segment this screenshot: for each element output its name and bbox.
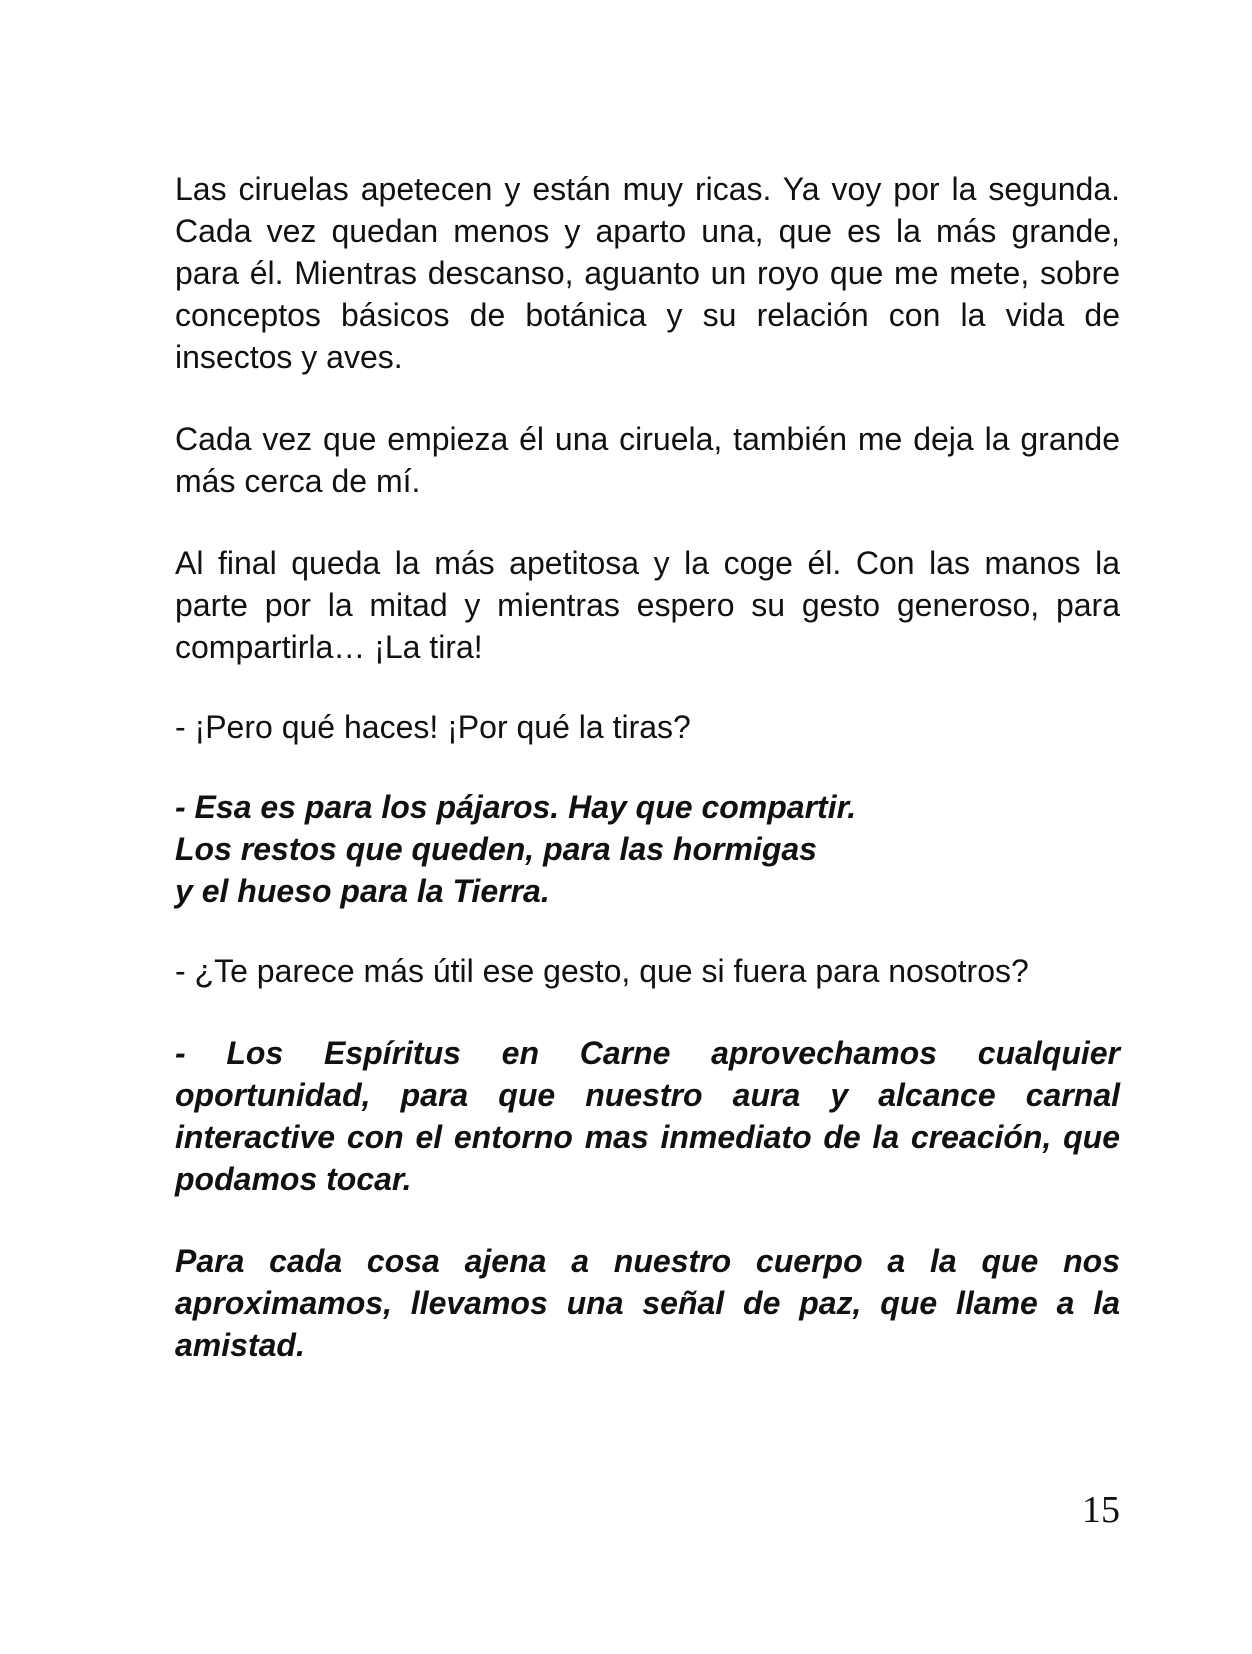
dialogue-answer-line: Los restos que queden, para las hormigas <box>175 831 817 867</box>
dialogue-answer-spirits: - Los Espíritus en Carne aprovechamos cualquier oportunidad, para que nuestro aura y alcance carnal interactive con el entorno mas inmediato de la creación, que podamos tocar. <box>175 1035 1120 1197</box>
dialogue-answer-line: - Esa es para los pájaros. Hay que compartir. <box>175 789 857 825</box>
dialogue-answer-line: y el hueso para la Tierra. <box>175 873 550 909</box>
paragraph-big-plum: Cada vez que empieza él una ciruela, también me deja la grande más cerca de mí. <box>175 421 1120 499</box>
paragraph-last-plum: Al final queda la más apetitosa y la coge él. Con las manos la parte por la mitad y mientras espero su gesto generoso, para compartirla… ¡La tira! <box>175 545 1120 665</box>
dialogue-question-useful-gesture: - ¿Te parece más útil ese gesto, que si fuera para nosotros? <box>175 953 1029 989</box>
page-number: 15 <box>1082 1489 1120 1531</box>
dialogue-question-why-throw: - ¡Pero qué haces! ¡Por qué la tiras? <box>175 709 691 745</box>
page-body <box>175 168 1120 1366</box>
dialogue-answer-peace-sign: Para cada cosa ajena a nuestro cuerpo a la que nos aproximamos, llevamos una señal de paz, que llame a la amistad. <box>175 1243 1120 1363</box>
dialogue-answer-sharing <box>175 786 1120 912</box>
paragraph-plums-intro: Las ciruelas apetecen y están muy ricas. Ya voy por la segunda. Cada vez quedan menos y aparto una, que es la más grande, para él. Mientras descanso, aguanto un royo que me mete, sobre conceptos básicos de botánica y su relación con la vida de insectos y aves. <box>175 171 1120 375</box>
